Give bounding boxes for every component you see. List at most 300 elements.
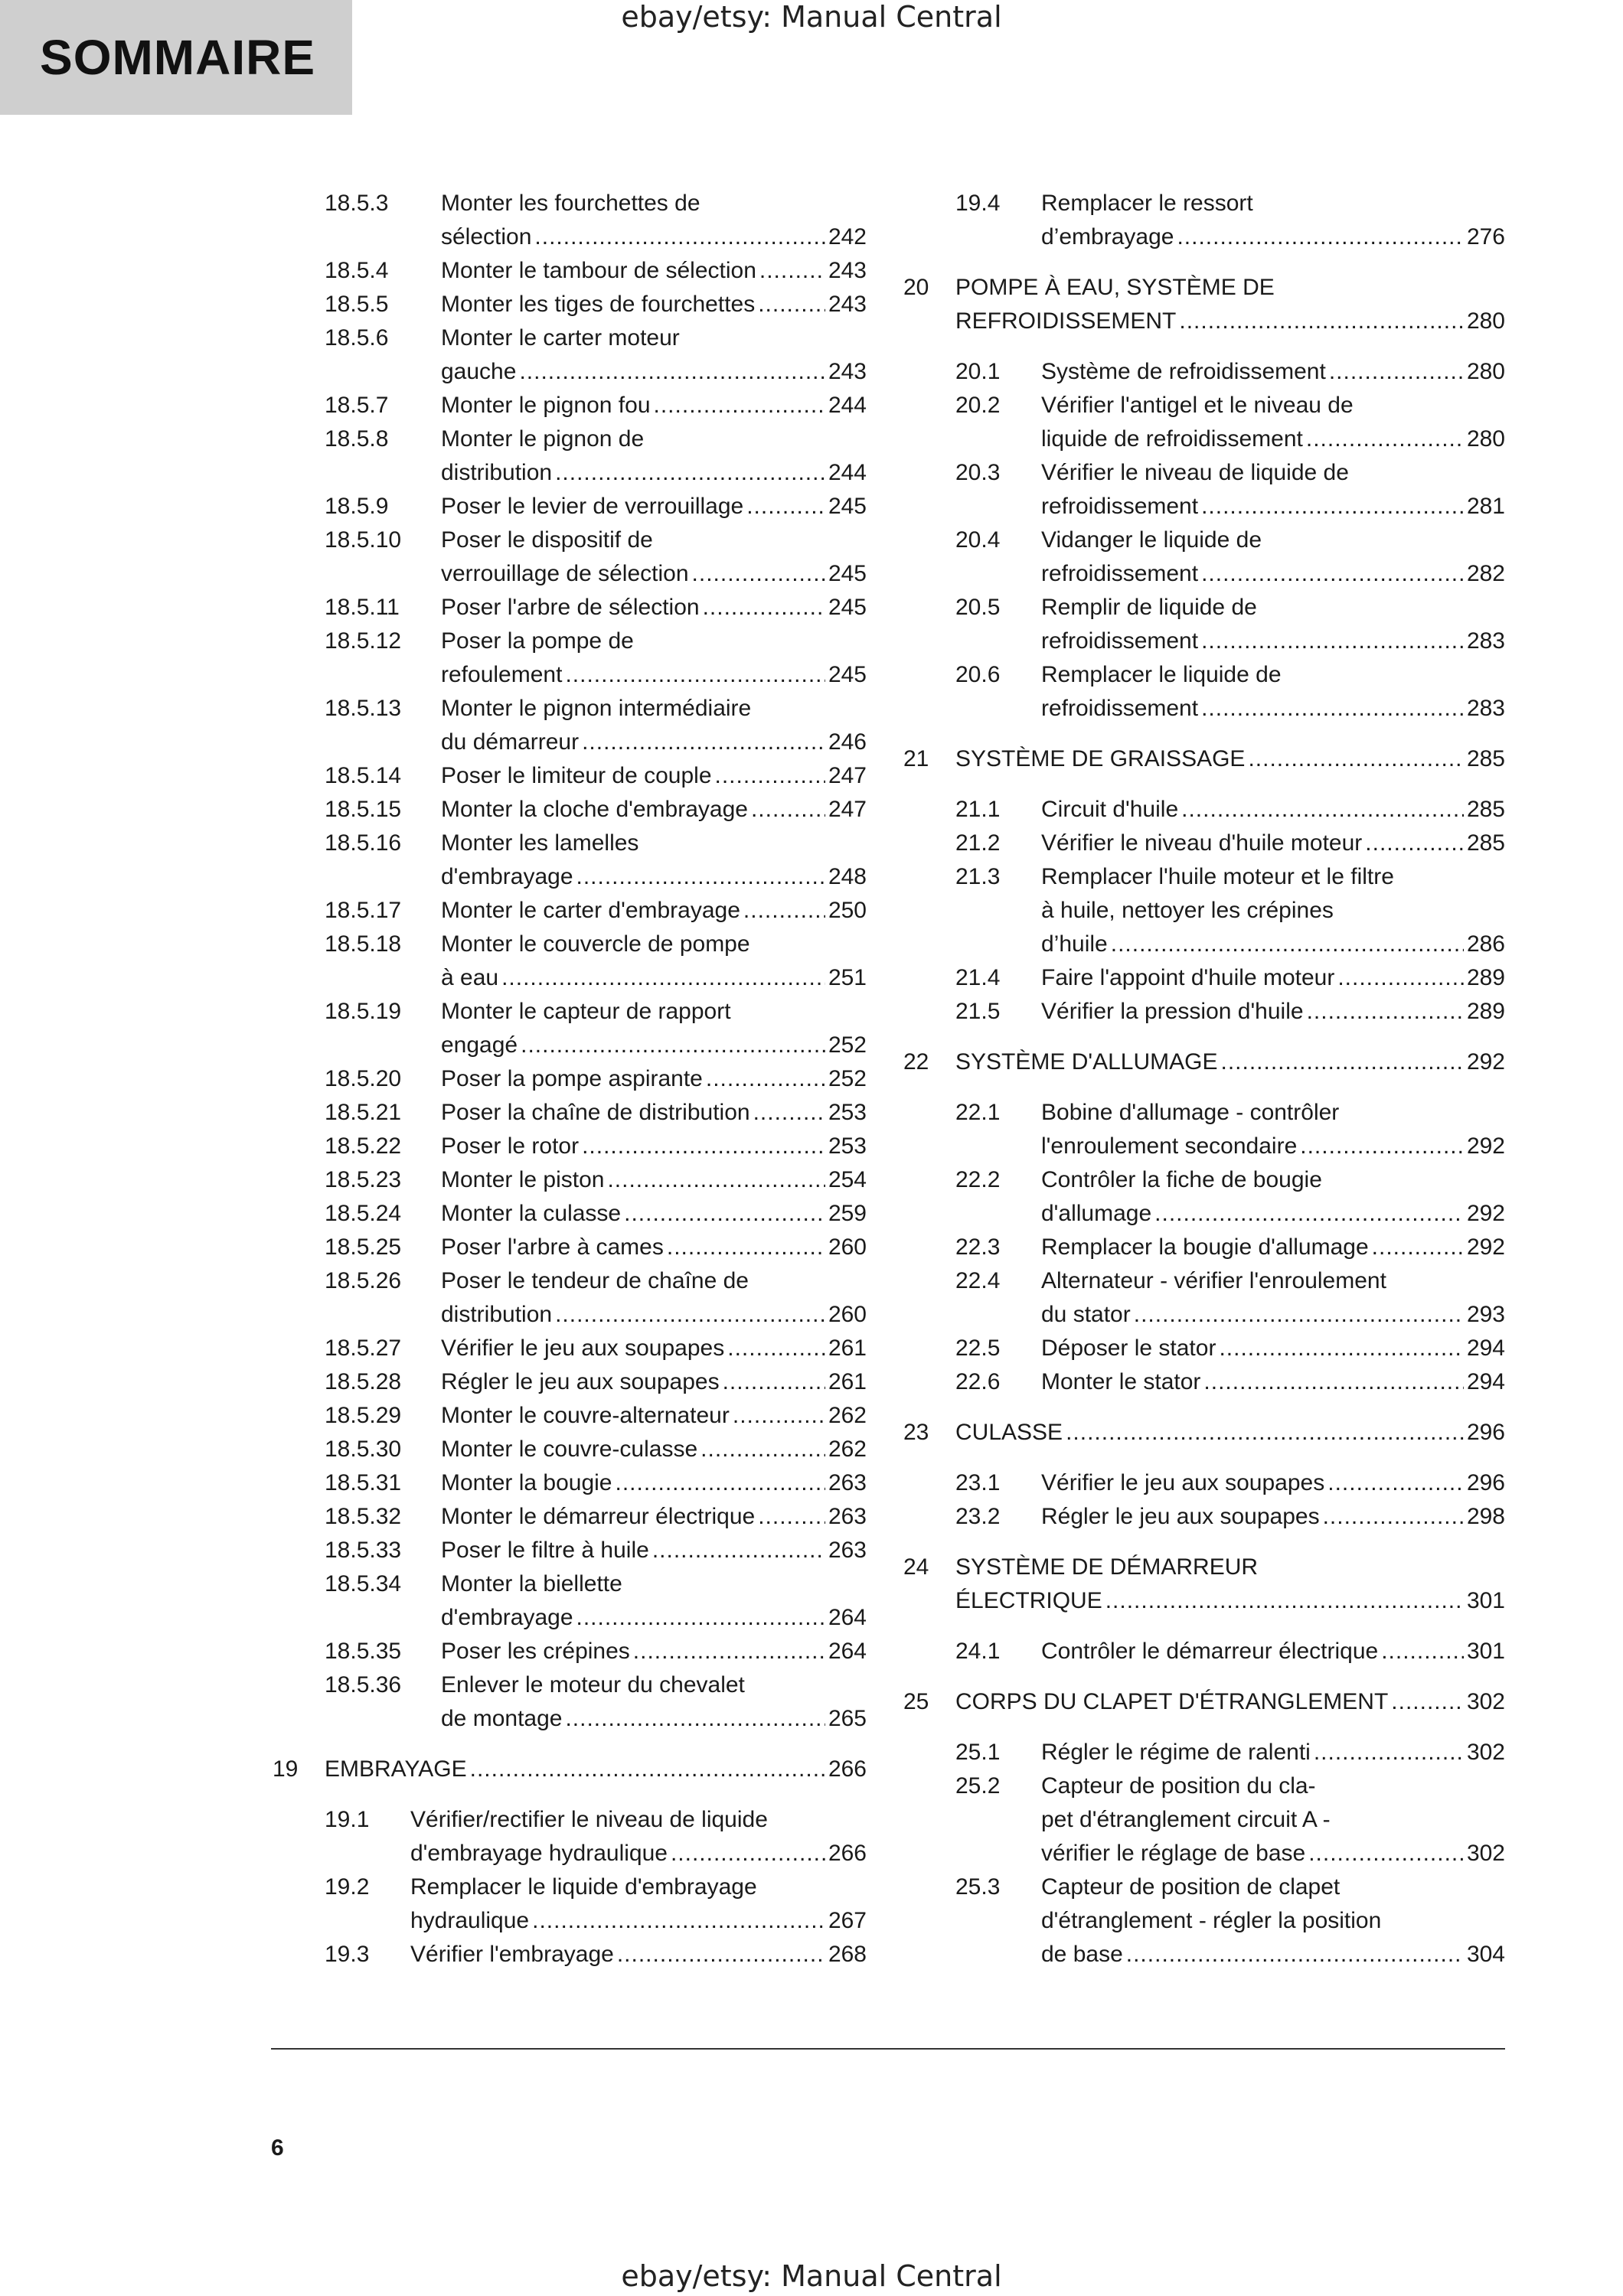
dot-leader — [582, 1130, 825, 1163]
toc-section-entry[interactable] — [325, 928, 867, 995]
toc-section-entry[interactable] — [325, 1231, 867, 1264]
toc-page-number: 243 — [828, 292, 867, 317]
toc-entry-title: refroidissement — [1041, 494, 1199, 519]
toc-entry-title: Monter les fourchettes de — [441, 191, 700, 216]
toc-page-number: 280 — [1466, 426, 1505, 452]
toc-entry-body — [441, 1534, 867, 1567]
toc-entry-line — [955, 1416, 1505, 1450]
toc-section-entry[interactable] — [325, 1870, 867, 1938]
toc-entry-title: d'embrayage — [441, 1605, 573, 1630]
toc-entry-body — [325, 1753, 867, 1786]
toc-section-entry[interactable] — [955, 591, 1505, 658]
toc-entry-line — [1041, 557, 1505, 591]
toc-entry-title: Vérifier le jeu aux soupapes — [1041, 1470, 1325, 1495]
toc-entry-body — [441, 1635, 867, 1668]
toc-entry-number: 18.5.13 — [325, 696, 402, 721]
toc-entry-line — [1041, 422, 1505, 456]
toc-entry-title: Enlever le moteur du chevalet — [441, 1672, 745, 1698]
toc-page-number: 265 — [828, 1706, 867, 1731]
toc-chapter-entry[interactable] — [273, 1753, 867, 1786]
toc-entry-line — [955, 1045, 1505, 1079]
dot-leader — [759, 254, 825, 288]
toc-entry-line — [955, 742, 1505, 776]
toc-entry-title: Vérifier le jeu aux soupapes — [441, 1336, 725, 1361]
entry-spacer — [903, 1399, 1505, 1416]
toc-entry-number: 18.5.34 — [325, 1571, 402, 1596]
toc-section-entry[interactable] — [325, 995, 867, 1062]
toc-entry-title: Poser l'arbre à cames — [441, 1234, 664, 1260]
toc-entry-line — [955, 1584, 1505, 1618]
toc-entry-line — [441, 321, 867, 355]
toc-section-entry[interactable] — [955, 995, 1505, 1029]
toc-page-number: 301 — [1466, 1639, 1505, 1664]
toc-entry-title: Vérifier/rectifier le niveau de liquide — [410, 1807, 768, 1832]
dot-leader — [706, 1062, 825, 1096]
toc-entry-number: 18.5.23 — [325, 1167, 402, 1192]
toc-page-number: 294 — [1466, 1369, 1505, 1394]
toc-entry-body — [955, 742, 1505, 776]
toc-section-entry[interactable] — [325, 1466, 867, 1500]
toc-entry-body — [441, 928, 867, 995]
toc-entry-body — [441, 625, 867, 692]
toc-section-entry[interactable] — [325, 827, 867, 894]
toc-section-entry[interactable] — [325, 1567, 867, 1635]
toc-section-entry[interactable] — [325, 1062, 867, 1096]
toc-entry-line — [1041, 1163, 1505, 1197]
toc-section-entry[interactable] — [325, 793, 867, 827]
dot-leader — [733, 1399, 825, 1433]
toc-entry-body — [441, 1231, 867, 1264]
toc-section-entry[interactable] — [955, 1332, 1505, 1365]
toc-entry-number: 18.5.16 — [325, 830, 402, 856]
toc-page-number: 264 — [828, 1605, 867, 1630]
toc-section-entry[interactable] — [955, 187, 1505, 254]
toc-section-entry[interactable] — [955, 961, 1505, 995]
toc-page-number: 289 — [1466, 965, 1505, 990]
toc-entry-line — [441, 1702, 867, 1736]
toc-entry-title: Bobine d'allumage - contrôler — [1041, 1100, 1340, 1125]
toc-entry-title: Vérifier le niveau de liquide de — [1041, 460, 1349, 485]
toc-page-number: 268 — [828, 1942, 867, 1967]
toc-entry-body — [955, 1045, 1505, 1079]
toc-section-entry[interactable] — [955, 1163, 1505, 1231]
toc-entry-body — [410, 1870, 867, 1938]
toc-entry-number: 22.3 — [955, 1234, 1001, 1260]
toc-page-number: 262 — [828, 1403, 867, 1428]
dot-leader — [1329, 355, 1464, 389]
toc-entry-line — [441, 1635, 867, 1668]
toc-entry-title: EMBRAYAGE — [325, 1756, 467, 1782]
toc-page-number: 302 — [1466, 1841, 1505, 1866]
toc-page-number: 247 — [828, 797, 867, 822]
toc-entry-title: Monter le piston — [441, 1167, 605, 1192]
toc-entry-title: de montage — [441, 1706, 563, 1731]
toc-entry-title: d’huile — [1041, 931, 1108, 957]
toc-section-entry[interactable] — [325, 1938, 867, 1971]
toc-entry-line — [441, 961, 867, 995]
toc-entry-line — [1041, 1803, 1505, 1837]
toc-page-number: 244 — [828, 393, 867, 418]
toc-entry-title: Vérifier l'antigel et le niveau de — [1041, 393, 1354, 418]
toc-entry-number: 22.6 — [955, 1369, 1001, 1394]
toc-entry-title: Vérifier le niveau d'huile moteur — [1041, 830, 1363, 856]
toc-section-entry[interactable] — [325, 1197, 867, 1231]
dot-leader — [758, 1500, 825, 1534]
toc-section-entry[interactable] — [325, 692, 867, 759]
toc-entry-title: Capteur de position du cla- — [1041, 1773, 1316, 1799]
toc-entry-number: 23 — [903, 1420, 929, 1445]
toc-entry-title: Monter le capteur de rapport — [441, 999, 731, 1024]
dot-leader — [501, 961, 825, 995]
toc-entry-line — [1041, 1769, 1505, 1803]
toc-section-entry[interactable] — [955, 860, 1505, 961]
dot-leader — [652, 1534, 825, 1567]
entry-spacer — [903, 1450, 1505, 1466]
toc-chapter-entry[interactable] — [903, 1045, 1505, 1079]
toc-entry-line — [410, 1938, 867, 1971]
toc-section-entry[interactable] — [955, 1500, 1505, 1534]
toc-section-entry[interactable] — [955, 1769, 1505, 1870]
toc-section-entry[interactable] — [325, 1668, 867, 1736]
toc-entry-line — [1041, 1197, 1505, 1231]
toc-entry-title: distribution — [441, 1302, 553, 1327]
toc-section-entry[interactable] — [955, 1264, 1505, 1332]
toc-entry-line — [441, 1197, 867, 1231]
toc-entry-number: 18.5.11 — [325, 595, 400, 620]
dot-leader — [1314, 1736, 1464, 1769]
toc-section-entry[interactable] — [955, 389, 1505, 456]
toc-entry-body — [955, 1685, 1505, 1719]
toc-section-entry[interactable] — [325, 1365, 867, 1399]
toc-left-column — [273, 187, 867, 1971]
dot-leader — [565, 658, 825, 692]
toc-entry-line — [441, 1433, 867, 1466]
toc-page-number: 245 — [828, 595, 867, 620]
toc-entry-title: Monter la bougie — [441, 1470, 612, 1495]
toc-section-entry[interactable] — [325, 1534, 867, 1567]
toc-entry-line — [1041, 389, 1505, 422]
toc-entry-number: 20.4 — [955, 527, 1001, 553]
toc-entry-title: distribution — [441, 460, 553, 485]
toc-entry-title: Monter le démarreur électrique — [441, 1504, 756, 1529]
toc-section-entry[interactable] — [955, 1635, 1505, 1668]
toc-entry-number: 23.1 — [955, 1470, 1001, 1495]
toc-entry-number: 18.5.9 — [325, 494, 389, 519]
toc-section-entry[interactable] — [955, 1231, 1505, 1264]
toc-entry-line — [441, 591, 867, 625]
toc-entry-line — [1041, 658, 1505, 692]
dot-leader — [607, 1163, 825, 1197]
toc-section-entry[interactable] — [325, 1163, 867, 1197]
toc-entry-line — [441, 625, 867, 658]
dot-leader — [1179, 305, 1464, 338]
toc-section-entry[interactable] — [325, 1130, 867, 1163]
toc-section-entry[interactable] — [325, 894, 867, 928]
toc-entry-title: Capteur de position de clapet — [1041, 1874, 1341, 1900]
toc-entry-line — [1041, 928, 1505, 961]
toc-section-entry[interactable] — [325, 1096, 867, 1130]
toc-page-number: 304 — [1466, 1942, 1505, 1967]
toc-chapter-entry[interactable] — [903, 1416, 1505, 1450]
toc-entry-number: 19.2 — [325, 1874, 370, 1900]
dot-leader — [1126, 1938, 1464, 1971]
toc-entry-title: Poser la pompe de — [441, 628, 634, 654]
toc-entry-body — [1041, 658, 1505, 726]
toc-entry-body — [1041, 1500, 1505, 1534]
dot-leader — [667, 1231, 825, 1264]
toc-chapter-entry[interactable] — [903, 1551, 1505, 1618]
toc-entry-title: Monter le couvre-culasse — [441, 1437, 698, 1462]
toc-page-number: 254 — [828, 1167, 867, 1192]
toc-entry-line — [1041, 1904, 1505, 1938]
toc-entry-title: Monter le stator — [1041, 1369, 1201, 1394]
toc-entry-line — [441, 860, 867, 894]
dot-leader — [624, 1197, 825, 1231]
toc-entry-title: Vérifier l'embrayage — [410, 1942, 614, 1967]
toc-page-number: 266 — [828, 1841, 867, 1866]
toc-chapter-entry[interactable] — [903, 271, 1505, 338]
toc-entry-title: Poser le levier de verrouillage — [441, 494, 744, 519]
toc-entry-title: Monter la cloche d'embrayage — [441, 797, 748, 822]
toc-entry-body — [441, 759, 867, 793]
toc-section-entry[interactable] — [325, 254, 867, 288]
toc-section-entry[interactable] — [955, 658, 1505, 726]
toc-entry-line — [325, 1753, 867, 1786]
toc-entry-line — [1041, 1365, 1505, 1399]
toc-entry-line — [1041, 1130, 1505, 1163]
toc-page-number: 292 — [1466, 1201, 1505, 1226]
entry-spacer — [903, 1668, 1505, 1685]
toc-page-number: 242 — [828, 224, 867, 249]
toc-section-entry[interactable] — [955, 1096, 1505, 1163]
toc-section-entry[interactable] — [325, 1500, 867, 1534]
toc-chapter-entry[interactable] — [903, 742, 1505, 776]
toc-entry-number: 20.6 — [955, 662, 1001, 687]
toc-entry-title: Alternateur - vérifier l'enroulement — [1041, 1268, 1386, 1293]
toc-entry-body — [1041, 1635, 1505, 1668]
toc-entry-line — [441, 1096, 867, 1130]
toc-section-entry[interactable] — [325, 288, 867, 321]
toc-page-number: 259 — [828, 1201, 867, 1226]
toc-entry-title: Monter le pignon fou — [441, 393, 651, 418]
toc-entry-line — [441, 1231, 867, 1264]
toc-entry-body — [1041, 1870, 1505, 1971]
toc-entry-line — [441, 894, 867, 928]
toc-entry-number: 19.3 — [325, 1942, 370, 1967]
dot-leader — [582, 726, 825, 759]
toc-entry-title: Poser les crépines — [441, 1639, 630, 1664]
toc-page-number: 292 — [1466, 1234, 1505, 1260]
toc-entry-line — [441, 1298, 867, 1332]
toc-entry-body — [441, 1399, 867, 1433]
dot-leader — [1201, 557, 1464, 591]
toc-section-entry[interactable] — [325, 523, 867, 591]
toc-entry-line — [1041, 625, 1505, 658]
toc-section-entry[interactable] — [955, 827, 1505, 860]
toc-page-number: 280 — [1466, 359, 1505, 384]
toc-right-column — [903, 187, 1505, 1971]
toc-entry-number: 21.1 — [955, 797, 1001, 822]
toc-page-number: 301 — [1466, 1588, 1505, 1613]
toc-section-entry[interactable] — [325, 187, 867, 254]
toc-entry-title: refroidissement — [1041, 561, 1199, 586]
toc-entry-title: Remplacer le ressort — [1041, 191, 1253, 216]
dot-leader — [1381, 1635, 1464, 1668]
toc-entry-body — [410, 1938, 867, 1971]
toc-entry-title: Poser la pompe aspirante — [441, 1066, 703, 1091]
toc-section-entry[interactable] — [325, 1635, 867, 1668]
toc-section-entry[interactable] — [325, 1332, 867, 1365]
toc-entry-body — [1041, 793, 1505, 827]
toc-section-entry[interactable] — [325, 1399, 867, 1433]
dot-leader — [671, 1837, 825, 1870]
toc-chapter-entry[interactable] — [903, 1685, 1505, 1719]
toc-section-entry[interactable] — [955, 1736, 1505, 1769]
entry-spacer — [903, 1719, 1505, 1736]
toc-entry-title: refoulement — [441, 662, 563, 687]
toc-entry-line — [441, 995, 867, 1029]
dot-leader — [532, 1904, 825, 1938]
entry-spacer — [273, 1736, 867, 1753]
toc-entry-body — [1041, 1163, 1505, 1231]
dot-leader — [1308, 1837, 1464, 1870]
dot-leader — [751, 793, 825, 827]
toc-entry-number: 24 — [903, 1554, 929, 1580]
toc-entry-line — [441, 220, 867, 254]
dot-leader — [1337, 961, 1464, 995]
toc-page-number: 261 — [828, 1336, 867, 1361]
toc-entry-title: Faire l'appoint d'huile moteur — [1041, 965, 1335, 990]
toc-entry-body — [441, 894, 867, 928]
toc-entry-title: engagé — [441, 1032, 518, 1058]
dot-leader — [1201, 490, 1464, 523]
toc-entry-number: 24.1 — [955, 1639, 1001, 1664]
toc-section-entry[interactable] — [325, 422, 867, 490]
toc-entry-number: 25.3 — [955, 1874, 1001, 1900]
toc-entry-body — [441, 692, 867, 759]
toc-entry-title: ÉLECTRIQUE — [955, 1588, 1102, 1613]
toc-entry-number: 22.4 — [955, 1268, 1001, 1293]
toc-entry-line — [410, 1837, 867, 1870]
toc-section-entry[interactable] — [325, 389, 867, 422]
toc-entry-number: 18.5.33 — [325, 1538, 402, 1563]
toc-entry-line — [1041, 1500, 1505, 1534]
toc-entry-number: 22.1 — [955, 1100, 1001, 1125]
toc-page-number: 292 — [1466, 1049, 1505, 1075]
watermark-top: ebay/etsy: Manual Central — [621, 0, 1002, 34]
toc-page-number: 252 — [828, 1066, 867, 1091]
toc-section-entry[interactable] — [325, 1803, 867, 1870]
toc-entry-line — [441, 557, 867, 591]
toc-section-entry[interactable] — [325, 1433, 867, 1466]
toc-entry-number: 19 — [273, 1756, 299, 1782]
toc-entry-body — [1041, 1096, 1505, 1163]
toc-entry-title: Monter la culasse — [441, 1201, 622, 1226]
toc-entry-title: Poser l'arbre de sélection — [441, 595, 700, 620]
toc-section-entry[interactable] — [955, 523, 1505, 591]
toc-entry-body — [441, 1365, 867, 1399]
toc-entry-body — [441, 187, 867, 254]
toc-section-entry[interactable] — [325, 490, 867, 523]
toc-page-number: 263 — [828, 1504, 867, 1529]
toc-entry-line — [1041, 827, 1505, 860]
toc-page-number: 253 — [828, 1100, 867, 1125]
toc-entry-body — [1041, 827, 1505, 860]
dot-leader — [743, 894, 825, 928]
toc-entry-title: Monter les tiges de fourchettes — [441, 292, 756, 317]
toc-page-number: 267 — [828, 1908, 867, 1933]
toc-entry-line — [441, 1668, 867, 1702]
toc-page-number: 248 — [828, 864, 867, 889]
toc-entry-line — [1041, 1870, 1505, 1904]
toc-entry-body — [441, 1264, 867, 1332]
toc-entry-line — [441, 658, 867, 692]
toc-section-entry[interactable] — [325, 759, 867, 793]
toc-entry-line — [441, 1163, 867, 1197]
dot-leader — [715, 759, 825, 793]
toc-entry-title: Vérifier la pression d'huile — [1041, 999, 1304, 1024]
toc-entry-number: 18.5.31 — [325, 1470, 402, 1495]
dot-leader — [1365, 827, 1464, 860]
toc-page-number: 243 — [828, 359, 867, 384]
toc-entry-line — [441, 692, 867, 726]
toc-entry-number: 21.2 — [955, 830, 1001, 856]
toc-section-entry[interactable] — [325, 321, 867, 389]
toc-page-number: 253 — [828, 1133, 867, 1159]
toc-entry-number: 21.3 — [955, 864, 1001, 889]
toc-page-number: 260 — [828, 1234, 867, 1260]
dot-leader — [1300, 1130, 1464, 1163]
toc-section-entry[interactable] — [325, 591, 867, 625]
toc-section-entry[interactable] — [325, 1264, 867, 1332]
dot-leader — [534, 220, 825, 254]
toc-entry-body — [441, 1500, 867, 1534]
toc-entry-number: 18.5.28 — [325, 1369, 402, 1394]
toc-page-number: 302 — [1466, 1689, 1505, 1714]
toc-section-entry[interactable] — [955, 793, 1505, 827]
toc-entry-line — [441, 355, 867, 389]
toc-entry-title: Remplacer la bougie d'allumage — [1041, 1234, 1369, 1260]
toc-entry-body — [1041, 187, 1505, 254]
toc-page-number: 281 — [1466, 494, 1505, 519]
toc-section-entry[interactable] — [955, 1870, 1505, 1971]
toc-entry-line — [441, 523, 867, 557]
toc-entry-title: Remplir de liquide de — [1041, 595, 1257, 620]
toc-entry-title: Monter la biellette — [441, 1571, 622, 1596]
toc-section-entry[interactable] — [325, 625, 867, 692]
entry-spacer — [903, 1079, 1505, 1096]
toc-page-number: 250 — [828, 898, 867, 923]
toc-entry-title: Remplacer le liquide de — [1041, 662, 1282, 687]
toc-entry-body — [441, 827, 867, 894]
toc-section-entry[interactable] — [955, 1466, 1505, 1500]
toc-entry-title: refroidissement — [1041, 628, 1199, 654]
toc-entry-line — [955, 1685, 1505, 1719]
toc-section-entry[interactable] — [955, 355, 1505, 389]
toc-page-number: 302 — [1466, 1740, 1505, 1765]
dot-leader — [1177, 220, 1464, 254]
toc-entry-body — [1041, 523, 1505, 591]
toc-page-number: 296 — [1466, 1420, 1505, 1445]
toc-section-entry[interactable] — [955, 1365, 1505, 1399]
toc-entry-line — [1041, 355, 1505, 389]
toc-section-entry[interactable] — [955, 456, 1505, 523]
toc-entry-title: SYSTÈME DE DÉMARREUR — [955, 1554, 1259, 1580]
toc-entry-number: 18.5.29 — [325, 1403, 402, 1428]
toc-entry-body — [441, 1197, 867, 1231]
dot-leader — [633, 1635, 825, 1668]
toc-page-number: 261 — [828, 1369, 867, 1394]
